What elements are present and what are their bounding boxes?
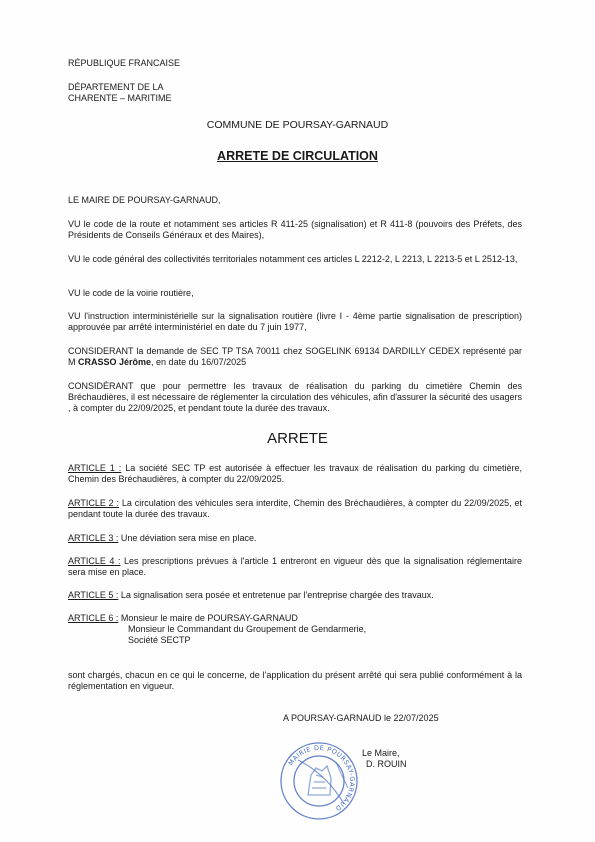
article-6 <box>68 613 522 646</box>
article-6-line3: Société SECTP <box>128 635 191 645</box>
considerant-date: , en date du 16/07/2025 <box>151 357 247 367</box>
vu-code-route: VU le code de la route et notamment ses articles R 411-25 (signalisation) et R 411-8 (pouvoirs des Préfets, des Présidents de Conseils Généraux et des Maires), <box>68 219 522 240</box>
signature-name: D. ROUIN <box>366 759 407 769</box>
article-2-text: La circulation des véhicules sera interdite, Chemin des Bréchaudières, à compter du 22/09/2025, et pendant toute la durée des travaux. <box>68 498 522 519</box>
republique-label: RÉPUBLIQUE FRANCAISE <box>68 58 181 68</box>
article-5-text: La signalisation sera posée et entretenue par l'entreprise chargée des travaux. <box>120 590 434 600</box>
vu-code-voirie: VU le code de la voirie routière, <box>68 288 194 298</box>
considerant-travaux: CONSIDÉRANT que pour permettre les travaux de réalisation du parking du cimetière Chemin des Bréchaudières, il est nécessaire de réglementer la circulation des véhicules, afin d'assurer la sécurité des usagers , à compter du 22/09/2025, et pendant toute la durée des travaux. <box>68 381 522 413</box>
considerant-demande <box>68 346 522 368</box>
article-4 <box>68 556 522 578</box>
article-1-text: La société SEC TP est autorisée à effectuer les travaux de réalisation du parking du cimetière, Chemin des Bréchaudières, à compter du 22/09/2025. <box>68 463 522 484</box>
closing-paragraph: sont chargés, chacun en ce qui le concerne, de l'application du présent arrêté qui sera publié conformément à la réglementation en vigueur. <box>68 670 522 691</box>
article-3-text: Une déviation sera mise en place. <box>120 533 257 543</box>
article-5-label: ARTICLE 5 : <box>68 590 119 600</box>
vu-code-collectivites: VU le code général des collectivités territoriales notamment ces articles L 2212-2, L 2213, L 2213-5 et L 2512-13, <box>68 254 518 264</box>
stamp-text: MAIRIE DE POURSAY-GARNAUD <box>286 743 357 813</box>
mairie-stamp-icon <box>278 740 360 822</box>
vu-instruction: VU l'instruction interministérielle sur la signalisation routière (livre I - 4ème partie signalisation de prescription) approuvée par arrêté interministériel en date du 7 juin 1977, <box>68 311 522 332</box>
article-6-label: ARTICLE 6 : <box>68 613 119 623</box>
article-3 <box>68 533 522 544</box>
arrete-heading: ARRETE <box>267 430 328 447</box>
demandeur-name: CRASSO Jérôme <box>78 357 152 367</box>
article-1-label: ARTICLE 1 : <box>68 463 122 473</box>
departement-line1: DÉPARTEMENT DE LA <box>68 82 164 92</box>
maire-line: LE MAIRE DE POURSAY-GARNAUD, <box>68 195 221 205</box>
article-6-line2: Monsieur le Commandant du Groupement de Gendarmerie, <box>128 624 367 634</box>
article-4-text: Les prescriptions prévues à l'article 1 entreront en vigueur dès que la signalisation réglementaire sera mise en place. <box>68 556 522 577</box>
page-title: ARRETE DE CIRCULATION <box>217 149 378 163</box>
article-1 <box>68 463 522 485</box>
article-3-label: ARTICLE 3 : <box>68 533 119 543</box>
commune-title: COMMUNE DE POURSAY-GARNAUD <box>206 119 389 131</box>
article-2-label: ARTICLE 2 : <box>68 498 120 508</box>
article-5 <box>68 590 522 601</box>
signature-role: Le Maire, <box>362 748 400 758</box>
considerant-demande-text: CONSIDERANT la demande de SEC TP TSA 70011 chez SOGELINK 69134 DARDILLY CEDEX représenté par M <box>68 346 522 367</box>
departement-line2: CHARENTE – MARITIME <box>68 93 172 103</box>
article-2 <box>68 498 522 520</box>
article-6-line1: Monsieur le maire de POURSAY-GARNAUD <box>120 613 298 623</box>
signature-place-date: A POURSAY-GARNAUD le 22/07/2025 <box>283 713 439 723</box>
article-4-label: ARTICLE 4 : <box>68 556 121 566</box>
